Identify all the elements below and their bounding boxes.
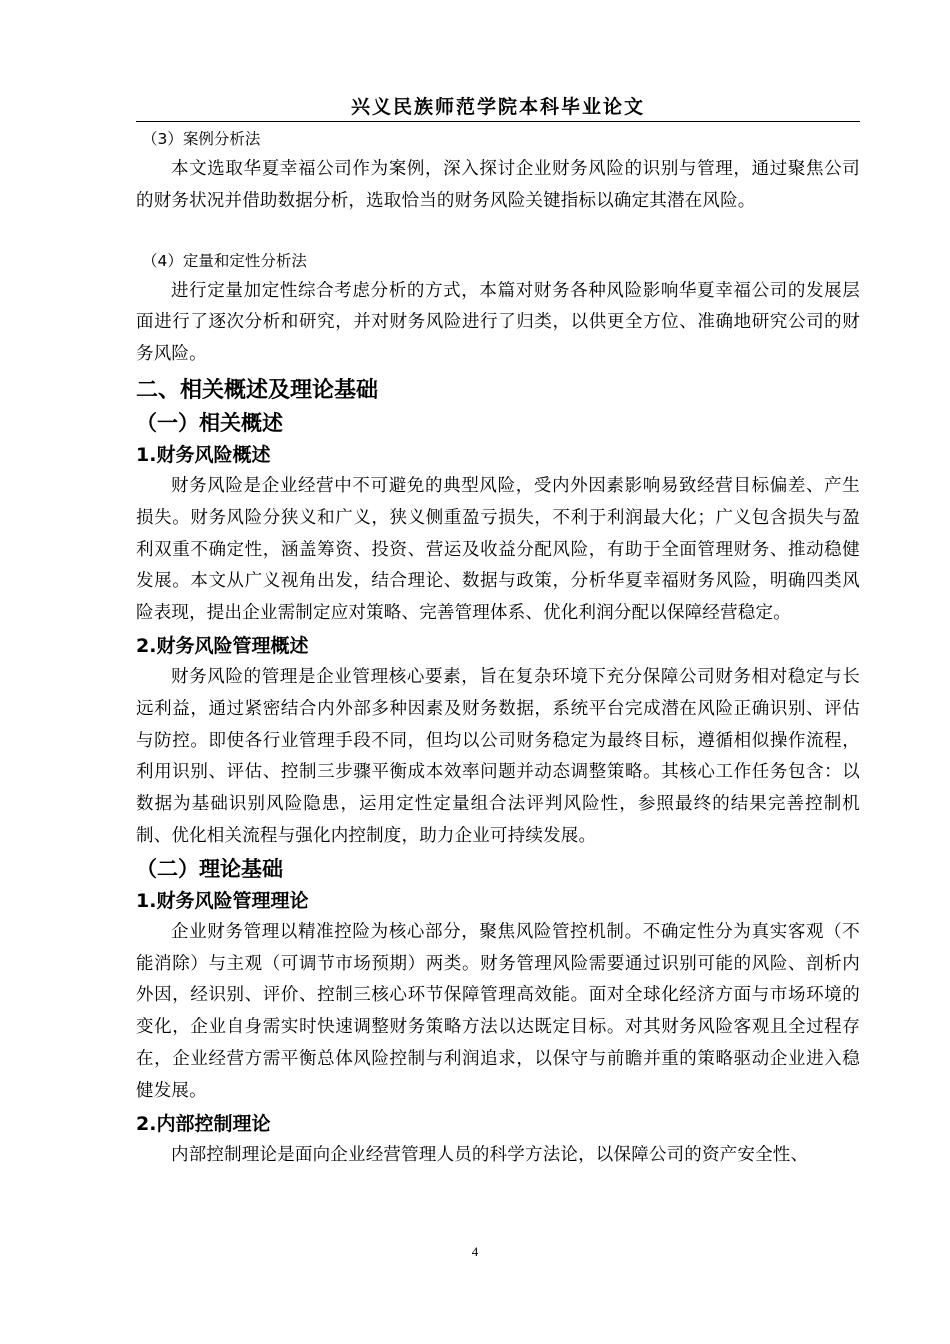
internal-control-theory-body: 内部控制理论是面向企业经营管理人员的科学方法论，以保障公司的资产安全性、 xyxy=(171,1144,809,1165)
case-method-body: 本文选取华夏幸福公司作为案例，深入探讨企业财务风险的识别与管理，通过聚焦公司的财务状况并借助数据分析，选取恰当的财务风险关键指标以确定其潜在风险。 xyxy=(136,159,860,211)
page-number: 4 xyxy=(471,1244,479,1259)
part-1-title: （一）相关概述 xyxy=(136,410,283,435)
risk-management-overview-title: 2.财务风险管理概述 xyxy=(136,634,309,657)
chapter-2-title: 二、相关概述及理论基础 xyxy=(136,377,379,403)
financial-risk-overview-body: 财务风险是企业经营中不可避免的典型风险，受内外因素影响易致经营目标偏差、产生损失。财务风险分狭义和广义，狭义侧重盈亏损失，不利于利润最大化；广义包含损失与盈利双重不确定性，涵盖筹资、投资、营运及收益分配风险，有助于全面管理财务、推动稳健发展。本文从广义视角出发，结合理论、数据与政策，分析华夏幸福财务风险，明确四类风险表现，提出企业需制定应对策略、完善管理体系、优化利润分配以保障经营稳定。 xyxy=(136,475,860,624)
part-2-title: （二）理论基础 xyxy=(136,856,283,881)
internal-control-theory-title: 2.内部控制理论 xyxy=(136,1112,271,1135)
case-method-heading: （3）案例分析法 xyxy=(142,130,261,148)
spacer xyxy=(136,218,860,246)
risk-management-overview-body: 财务风险的管理是企业管理核心要素，旨在复杂环境下充分保障公司财务相对稳定与长远利益，通过紧密结合内外部多种因素及财务数据，系统平台完成潜在风险正确识别、评估与防控。即使各行业管理手段不同，但均以公司财务稳定为最终目标，遵循相似操作流程，利用识别、评估、控制三步骤平衡成本效率问题并动态调整策略。其核心工作任务包含：以数据为基础识别风险隐患，运用定性定量组合法评判风险性，参照最终的结果完善控制机制、优化相关流程与强化内控制度，助力企业可持续发展。 xyxy=(136,666,860,846)
quant-method-body: 进行定量加定性综合考虑分析的方式，本篇对财务各种风险影响华夏幸福公司的发展层面进行了逐次分析和研究，并对财务风险进行了归类，以供更全方位、准确地研究公司的财务风险。 xyxy=(136,280,860,365)
financial-risk-overview-title: 1.财务风险概述 xyxy=(136,443,271,466)
risk-management-theory-title: 1.财务风险管理理论 xyxy=(136,889,309,912)
page-header-title: 兴义民族师范学院本科毕业论文 xyxy=(350,96,645,118)
page-content xyxy=(136,124,860,1171)
risk-management-theory-body: 企业财务管理以精准控险为核心部分，聚焦风险管控机制。不确定性分为真实客观（不能消除）与主观（可调节市场预期）两类。财务管理风险需要通过识别可能的风险、剖析内外因，经识别、评价、控制三核心环节保障管理高效能。面对全球化经济方面与市场环境的变化，企业自身需实时快速调整财务策略方法以达既定目标。对其财务风险客观且全过程存在，企业经营方需平衡总体风险控制与利润追求，以保守与前瞻并重的策略驱动企业进入稳健发展。 xyxy=(136,921,860,1101)
header-divider xyxy=(136,121,860,122)
quant-method-heading: （4）定量和定性分析法 xyxy=(142,251,307,270)
